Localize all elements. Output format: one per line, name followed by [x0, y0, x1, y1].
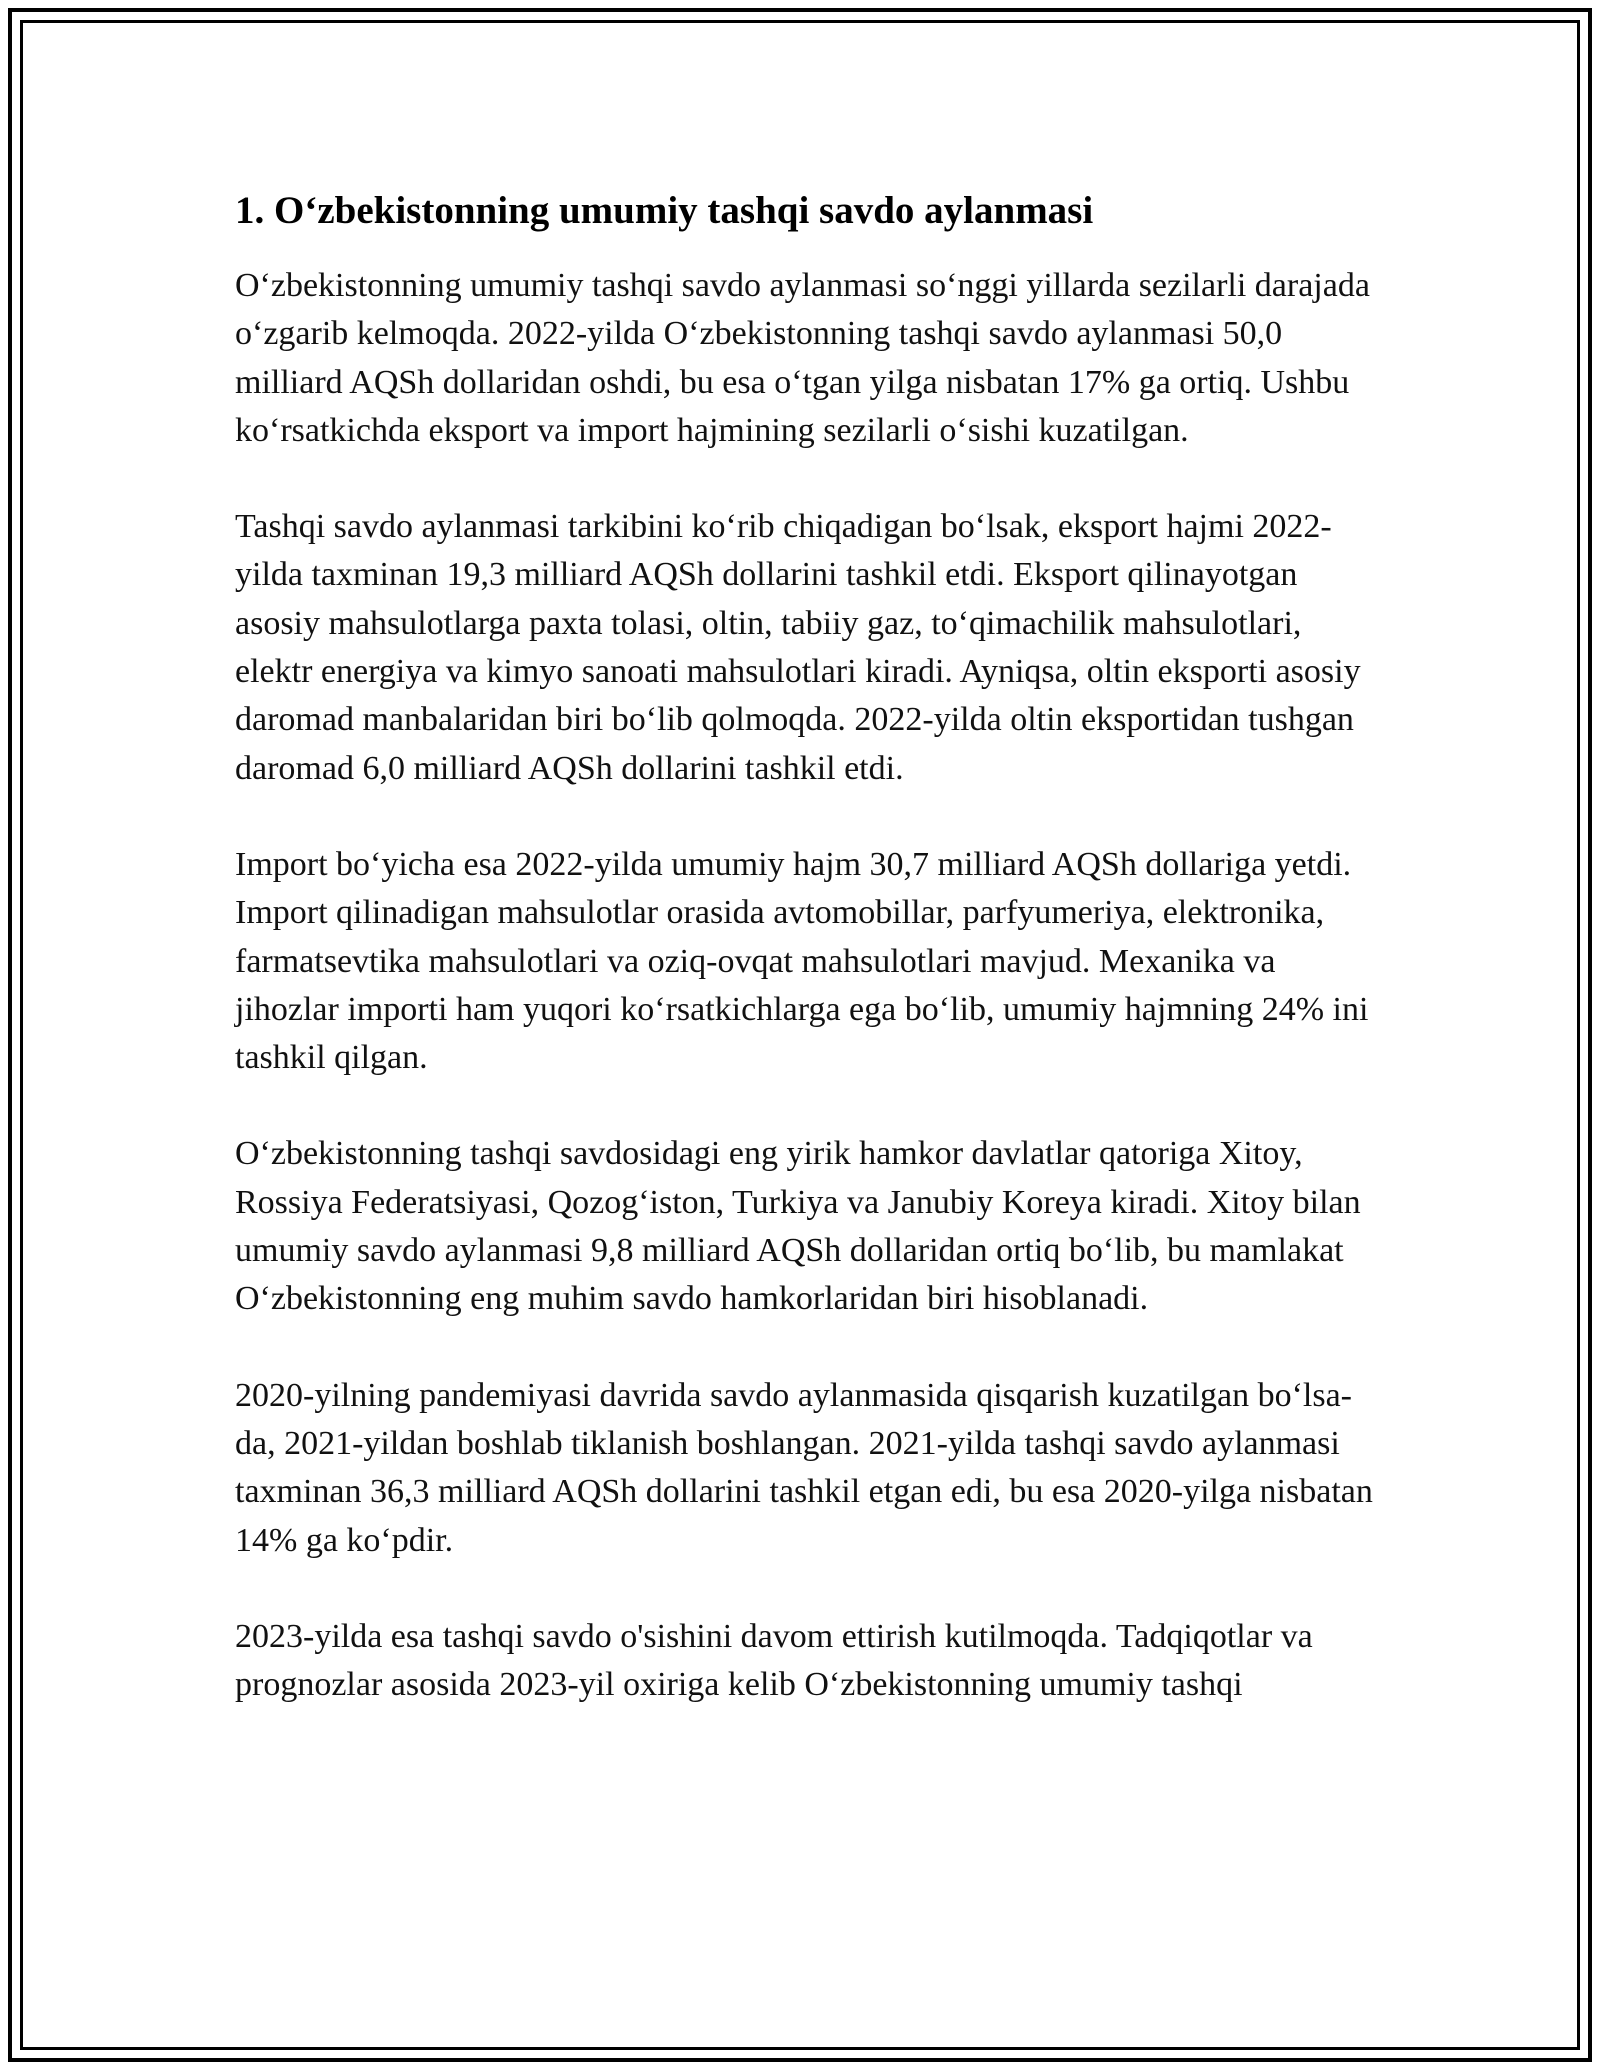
- paragraph-pandemic-recovery: 2020-yilning pandemiyasi davrida savdo aylanmasida qisqarish kuzatilgan bo‘lsa-da, 2021-yildan boshlab tiklanish boshlangan. 2021-yilda tashqi savdo aylanmasi taxminan 36,3 milliard AQSh dollarini tashkil etgan edi, bu esa 2020-yilga nisbatan 14% ga ko‘pdir.: [235, 1376, 1373, 1559]
- paragraph-imports: Import bo‘yicha esa 2022-yilda umumiy hajm 30,7 milliard AQSh dollariga yetdi. Import qilinadigan mahsulotlar orasida avtomobillar, parfyumeriya, elektronika, farmatsevtika mahsulotlari va oziq-ovqat mahsulotlari mavjud. Mexanika va jihozlar importi ham yuqori ko‘rsatkichlarga ega bo‘lib, umumiy hajmning 24% ini tashkil qilgan.: [235, 845, 1369, 1077]
- section-heading: 1. O‘zbekistonning umumiy tashqi savdo aylanmasi: [235, 189, 1094, 232]
- paragraph-2023-outlook: 2023-yilda esa tashqi savdo o'sishini davom ettirish kutilmoqda. Tadqiqotlar va prognozlar asosida 2023-yil oxiriga kelib O‘zbekistonning umumiy tashqi: [235, 1617, 1313, 1704]
- paragraph-exports: Tashqi savdo aylanmasi tarkibini ko‘rib chiqadigan bo‘lsak, eksport hajmi 2022-yilda taxminan 19,3 milliard AQSh dollarini tashkil etdi. Eksport qilinayotgan asosiy mahsulotlarga paxta tolasi, oltin, tabiiy gaz, to‘qimachilik mahsulotlari, elektr energiya va kimyo sanoati mahsulotlari kiradi. Ayniqsa, oltin eksporti asosiy daromad manbalaridan biri bo‘lib qolmoqda. 2022-yilda oltin eksportidan tushgan daromad 6,0 milliard AQSh dollarini tashkil etdi.: [235, 508, 1361, 787]
- paragraph-trade-partners: O‘zbekistonning tashqi savdosidagi eng yirik hamkor davlatlar qatoriga Xitoy, Rossiya Federatsiyasi, Qozog‘iston, Turkiya va Janubiy Koreya kiradi. Xitoy bilan umumiy savdo aylanmasi 9,8 milliard AQSh dollaridan ortiq bo‘lib, bu mamlakat O‘zbekistonning eng muhim savdo hamkorlaridan biri hisoblanadi.: [235, 1135, 1361, 1318]
- document-body: [235, 186, 1375, 1709]
- paragraph-trade-overview: O‘zbekistonning umumiy tashqi savdo aylanmasi so‘nggi yillarda sezilarli darajada o‘zgarib kelmoqda. 2022-yilda O‘zbekistonning tashqi savdo aylanmasi 50,0 milliard AQSh dollaridan oshdi, bu esa o‘tgan yilga nisbatan 17% ga ortiq. Ushbu ko‘rsatkichda eksport va import hajmining sezilarli o‘sishi kuzatilgan.: [235, 267, 1370, 449]
